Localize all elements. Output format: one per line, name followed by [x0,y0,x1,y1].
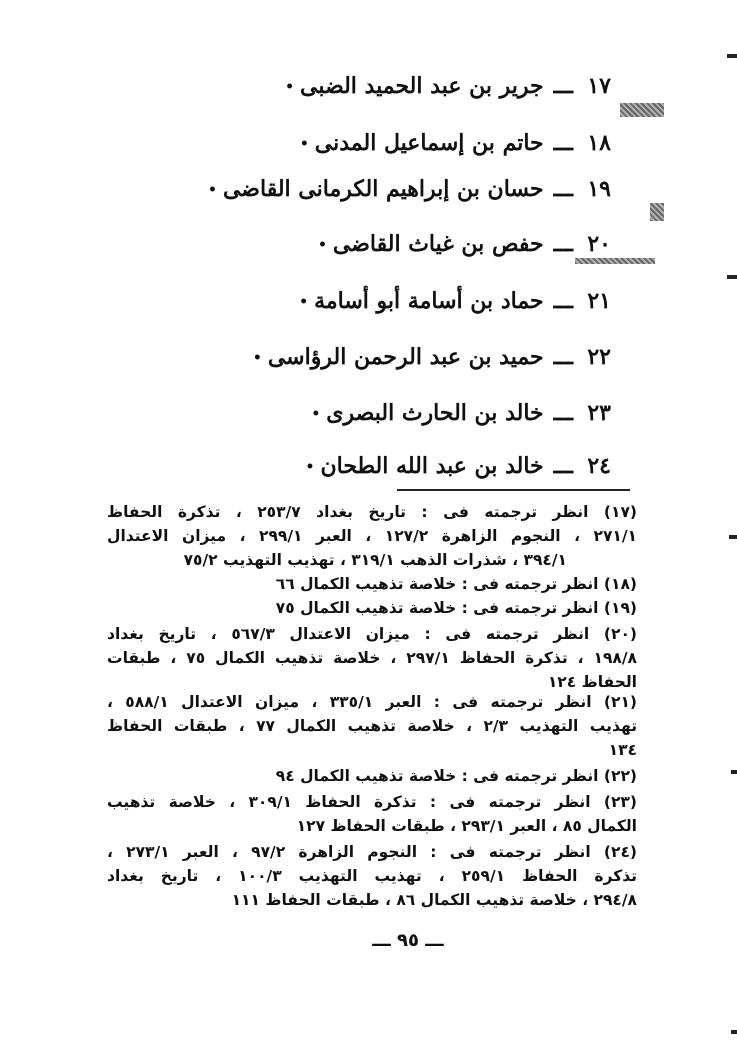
footnote-line: تذكرة الحفاظ ٢٥٩/١ ، تهذيب التهذيب ١٠٠/٣ ، تاريخ بغداد [107,867,637,885]
scan-smudge [650,203,664,221]
entry-name: خالد بن عبد الله الطحان [320,453,544,479]
entry-21 [299,287,611,316]
entry-dash: ـــ [553,400,573,426]
footnote-line: (٢٤) انظر ترجمته فى : النجوم الزاهرة ٩٧/٢ ، العبر ٢٧٣/١ ، [107,843,637,861]
page-number: ـــ ٩٥ ـــ [372,930,444,951]
entry-18 [300,129,611,158]
footnote-line: (٢٢) انظر ترجمته فى : خلاصة تذهيب الكمال ٩٤ [275,767,637,785]
entry-number: ١٧ [587,73,611,99]
entry-name: حميد بن عبد الرحمن الرؤاسى [267,344,544,370]
footnote-line: ٣٩٤/١ ، شذرات الذهب ٣١٩/١ ، تهذيب التهذيب ٧٥/٢ [183,551,567,569]
footnote-line: ٢٩٤/٨ ، خلاصة تذهيب الكمال ٨٦ ، طبقات الحفاظ ١١١ [231,891,637,909]
footnote-line: (١٩) انظر ترجمته فى : خلاصة تذهيب الكمال ٧٥ [275,599,637,617]
scan-smudge [620,103,664,117]
entry-name: جرير بن عبد الحميد الضبى [300,73,544,99]
entry-dash: ـــ [553,344,573,370]
bullet-dot: • [299,294,309,310]
footnote-21 [107,690,637,762]
entry-dash: ـــ [553,288,573,314]
footnote-24 [107,840,637,912]
bullet-dot: • [305,459,315,475]
footnote-line: (١٧) انظر ترجمته فى : تاريخ بغداد ٢٥٣/٧ ، تذكرة الحفاظ [107,503,637,521]
footnote-line: (١٨) انظر ترجمته فى : خلاصة تذهيب الكمال ٦٦ [275,575,637,593]
entry-number: ٢٤ [587,453,611,479]
entry-number: ١٩ [587,176,611,202]
entry-dash: ـــ [553,130,573,156]
entry-dash: ـــ [553,176,573,202]
entry-name: حسان بن إبراهيم الكرمانى القاضى [222,176,544,202]
footnote-line: الكمال ٨٥ ، العبر ٢٩٣/١ ، طبقات الحفاظ ١٢٧ [296,817,637,835]
scan-mark [727,275,737,279]
footnote-line: ١٩٨/٨ ، تذكرة الحفاظ ٢٩٧/١ ، خلاصة تذهيب الكمال ٧٥ ، طبقات [107,649,637,667]
footnote-line: ١٣٤ [608,741,637,759]
bullet-dot: • [252,350,262,366]
footnote-20 [107,622,637,694]
bullet-dot: • [311,406,321,422]
entry-number: ٢٢ [587,344,611,370]
entry-number: ٢٠ [587,231,611,257]
footnote-23 [107,790,637,838]
entry-22 [253,343,611,372]
footnote-line: تهذيب التهذيب ٢/٣ ، خلاصة تذهيب الكمال ٧٧ ، طبقات الحفاظ [107,717,637,735]
footnote-separator [397,489,630,491]
entry-19 [208,175,611,204]
bullet-dot: • [208,182,217,198]
entry-24 [306,452,612,481]
scan-mark [731,1030,737,1034]
bullet-dot: • [317,237,327,253]
scan-smudge [575,258,655,264]
footnote-line: ٢٧١/١ ، النجوم الزاهرة ١٢٧/٢ ، العبر ٢٩٩/١ ، ميزان الاعتدال [107,527,637,545]
footnote-line: (٢١) انظر ترجمته فى : العبر ٣٣٥/١ ، ميزان الاعتدال ٥٨٨/١ ، [107,693,637,711]
bullet-dot: • [299,136,309,152]
footnote-22 [107,764,637,788]
entry-17 [285,72,611,101]
entry-number: ١٨ [587,130,611,156]
footnote-line: (٢٠) انظر ترجمته فى : ميزان الاعتدال ٥٦٧/٣ ، تاريخ بغداد [107,625,637,643]
scan-mark [731,770,737,774]
entry-name: خالد بن الحارث البصرى [326,400,544,426]
scan-mark [729,535,737,539]
footnote-18 [107,572,637,596]
footnote-19 [107,596,637,620]
entry-20 [318,230,611,259]
entry-dash: ـــ [553,231,573,257]
footnote-17 [107,500,637,572]
footnote-line: الحفاظ ١٢٤ [547,673,637,691]
entry-number: ٢١ [587,288,611,314]
entry-dash: ـــ [553,73,573,99]
entry-name: حاتم بن إسماعيل المدنى [314,130,544,156]
entry-dash: ـــ [553,453,573,479]
bullet-dot: • [285,79,295,95]
entry-name: حفص بن غياث القاضى [332,231,544,257]
scan-mark [727,54,737,58]
footnote-line: (٢٣) انظر ترجمته فى : تذكرة الحفاظ ٣٠٩/١ ، خلاصة تذهيب [107,793,637,811]
entry-23 [311,399,611,428]
entry-name: حماد بن أسامة أبو أسامة [314,288,544,314]
entry-number: ٢٣ [587,400,611,426]
